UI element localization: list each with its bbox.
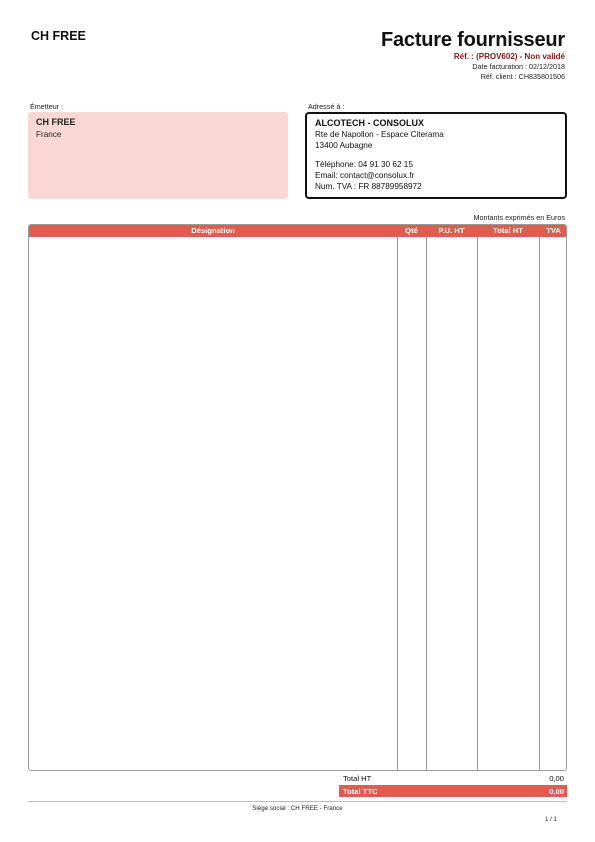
client-ref: Réf. client : CH835801506 [480,72,565,81]
company-name: CH FREE [31,29,86,43]
footer-registered-office: Siège social : CH FREE - France [252,805,343,812]
column-divider [426,237,427,770]
recipient-label: Adressé à : [308,102,345,111]
total-ttc-label: Total TTC [343,786,378,796]
recipient-address-1: Rte de Napollon - Espace Citerama [315,130,444,139]
recipient-email: Email: contact@consolux.fr [315,171,415,180]
column-divider [477,237,478,770]
emitter-box [28,112,288,199]
emitter-name: CH FREE [36,117,76,127]
emitter-country: France [36,130,62,139]
col-header-designation: Désignation [191,226,235,235]
total-ht-value: 0,00 [549,774,564,783]
column-divider [397,237,398,770]
emitter-label: Émetteur : [30,102,64,111]
footer-divider [28,801,567,802]
recipient-phone: Téléphone: 04 91 30 62 15 [315,160,413,169]
document-title: Facture fournisseur [380,29,565,51]
total-ttc-value: 0,00 [549,786,564,796]
document-header [305,29,565,82]
items-table-header [29,225,566,237]
recipient-box [305,112,567,199]
recipient-vat: Num. TVA : FR 88789958972 [315,182,422,191]
recipient-address-2: 13400 Aubagne [315,141,373,150]
page-number: 1 / 1 [544,816,557,823]
column-divider [539,237,540,770]
total-ttc-bar [339,785,567,797]
recipient-name: ALCOTECH - CONSOLUX [315,118,424,128]
invoice-date: Date facturation : 02/12/2018 [472,62,565,71]
total-ht-label: Total HT [343,774,372,783]
col-header-vat: TVA [546,226,561,235]
col-header-total-ht: Total HT [493,226,523,235]
items-table [28,224,567,771]
document-ref: Réf. : (PROV602) - Non validé [453,52,565,61]
amounts-currency-note: Montants exprimés en Euros [473,213,565,222]
col-header-qty: Qté [405,226,418,235]
col-header-unit-price: P.U. HT [438,226,465,235]
